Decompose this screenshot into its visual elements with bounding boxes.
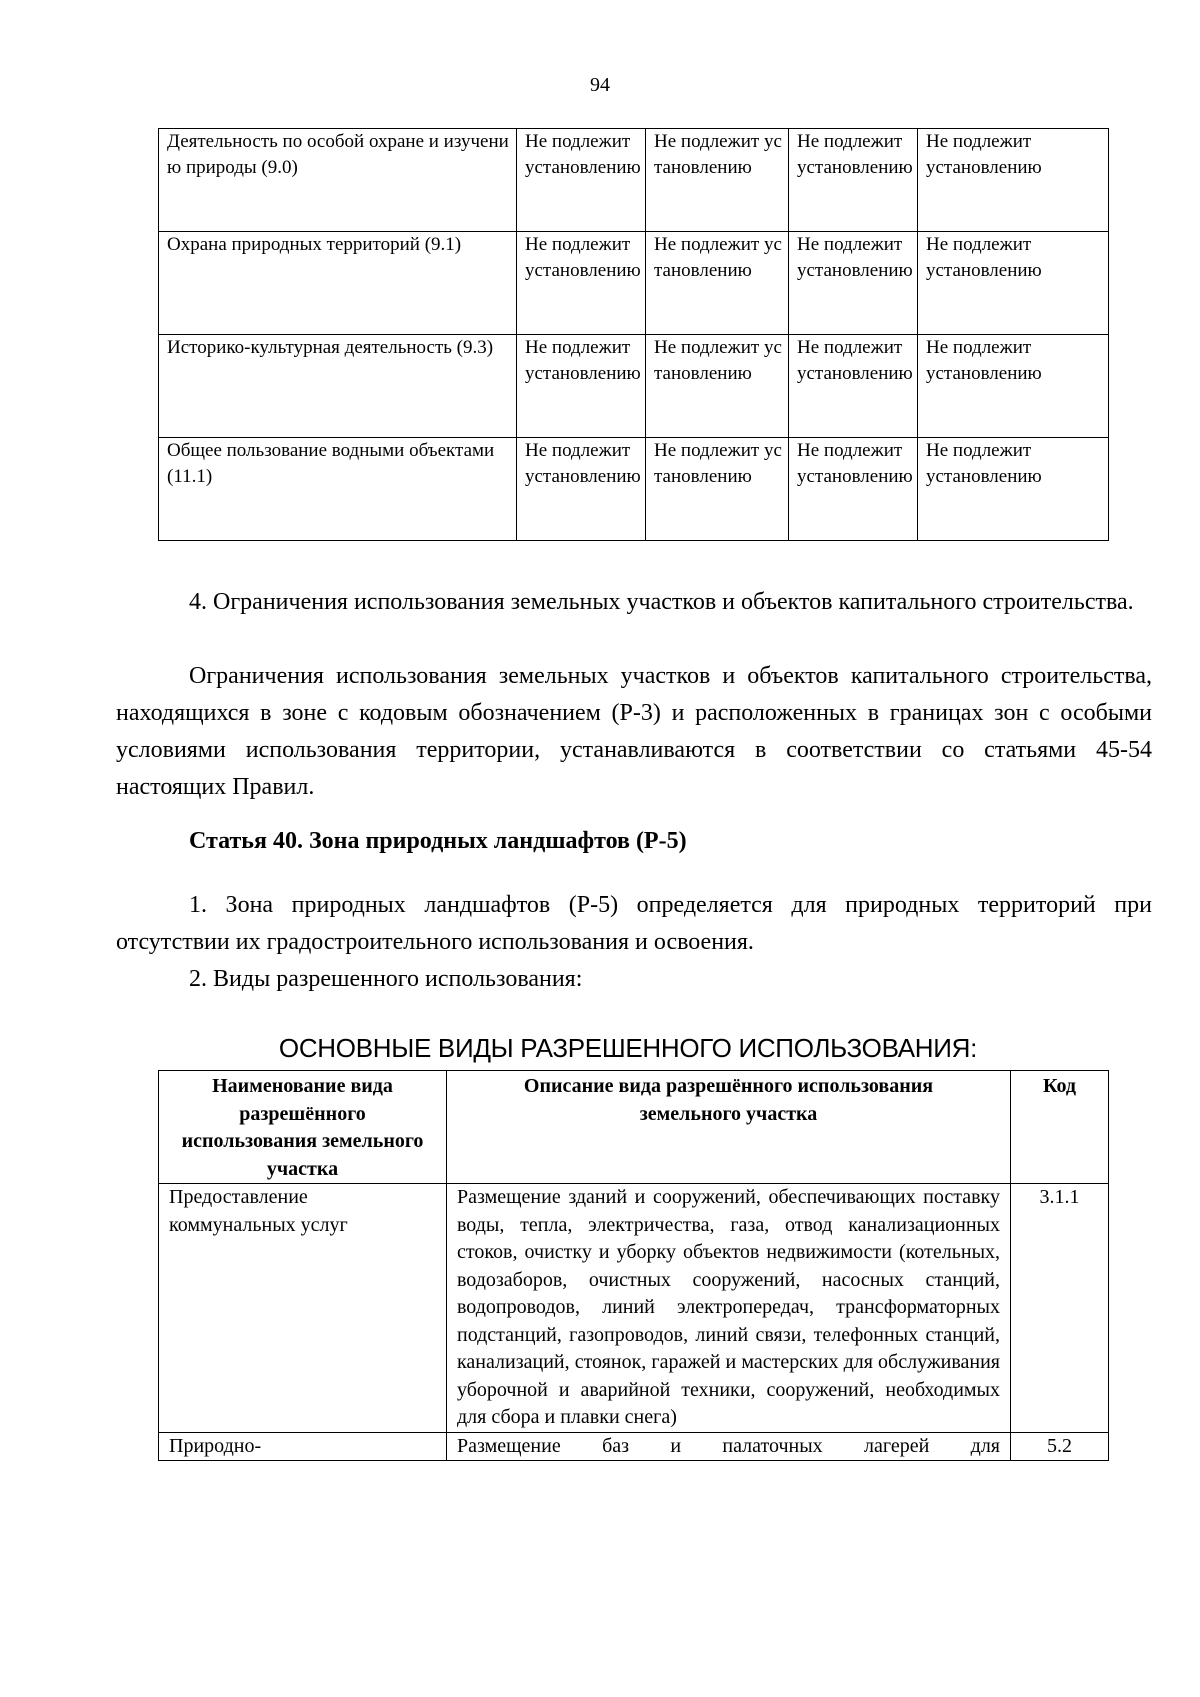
param-cell: Не подлежит установлению xyxy=(646,335,789,438)
table-header-row xyxy=(159,1071,1109,1184)
use-description-cell: Размещение баз и палаточных лагерей для xyxy=(447,1432,1011,1461)
use-type-cell: Охрана природных территорий (9.1) xyxy=(159,232,517,335)
article-heading: Статья 40. Зона природных ландшафтов (Р-5) xyxy=(189,828,687,854)
article-paragraph-1: 1. Зона природных ландшафтов (Р-5) определяется для природных территорий при отсутствии их градостроительного использования и освоения. xyxy=(116,892,1152,955)
table-row xyxy=(159,335,1109,438)
param-cell: Не подлежит установлению xyxy=(646,438,789,541)
table-row xyxy=(159,232,1109,335)
param-cell: Не подлежит установлению xyxy=(918,438,1109,541)
use-code-cell: 3.1.1 xyxy=(1011,1184,1109,1433)
param-cell: Не подлежит установлению xyxy=(789,438,918,541)
use-type-cell: Деятельность по особой охране и изучению природы (9.0) xyxy=(159,129,517,232)
param-cell: Не подлежит установлению xyxy=(918,335,1109,438)
param-cell: Не подлежит установлению xyxy=(789,232,918,335)
param-cell: Не подлежит установлению xyxy=(918,232,1109,335)
param-cell: Не подлежит установлению xyxy=(517,438,646,541)
param-cell: Не подлежит установлению xyxy=(789,335,918,438)
param-cell: Не подлежит установлению xyxy=(517,129,646,232)
use-description-cell: Размещение зданий и сооружений, обеспечивающих поставку воды, тепла, электричества, газа, отвод канализационных стоков, очистку и уборку объектов недвижимости (котельных, водозаборов, очистных сооружений, насосных станций, водопроводов, линий электропередач, трансформаторных подстанций, газопроводов, линий связи, телефонных станций, канализаций, стоянок, гаражей и мастерских для обслуживания уборочной и аварийной техники, сооружений, необходимых для сбора и плавки снега) xyxy=(447,1184,1011,1433)
section4-title: 4. Ограничения использования земельных участков и объектов капитального строительства. xyxy=(189,589,1134,615)
param-cell: Не подлежит установлению xyxy=(789,129,918,232)
page-number: 94 xyxy=(590,74,610,96)
table-caption: ОСНОВНЫЕ ВИДЫ РАЗРЕШЕННОГО ИСПОЛЬЗОВАНИЯ: xyxy=(278,1033,978,1063)
use-type-cell: Общее пользование водными объектами (11.1) xyxy=(159,438,517,541)
permitted-uses-table xyxy=(158,1070,1109,1461)
header-description: Описание вида разрешённого использования земельного участка xyxy=(447,1071,1011,1184)
header-name: Наименование вида разрешённого использования земельного участка xyxy=(159,1071,447,1184)
use-type-cell: Историко-культурная деятельность (9.3) xyxy=(159,335,517,438)
table-row xyxy=(159,129,1109,232)
section4-body: Ограничения использования земельных участков и объектов капитального строительства, находящихся в зоне с кодовым обозначением (Р-3) и расположенных в границах зон с особыми условиями использования территории, устанавливаются в соответствии со статьями 45-54 настоящих Правил. xyxy=(116,663,1152,800)
use-code-cell: 5.2 xyxy=(1011,1432,1109,1461)
param-cell: Не подлежит установлению xyxy=(918,129,1109,232)
table-row xyxy=(159,1184,1109,1433)
param-cell: Не подлежит установлению xyxy=(646,129,789,232)
use-name-cell: Природно- xyxy=(159,1432,447,1461)
param-cell: Не подлежит установлению xyxy=(646,232,789,335)
header-code: Код xyxy=(1011,1071,1109,1184)
param-cell: Не подлежит установлению xyxy=(517,335,646,438)
article-paragraph-2: 2. Виды разрешенного использования: xyxy=(189,966,583,992)
table-row xyxy=(159,1432,1109,1461)
param-cell: Не подлежит установлению xyxy=(517,232,646,335)
restrictions-table xyxy=(158,128,1109,541)
table-row xyxy=(159,438,1109,541)
use-name-cell: Предоставление коммунальных услуг xyxy=(159,1184,447,1433)
